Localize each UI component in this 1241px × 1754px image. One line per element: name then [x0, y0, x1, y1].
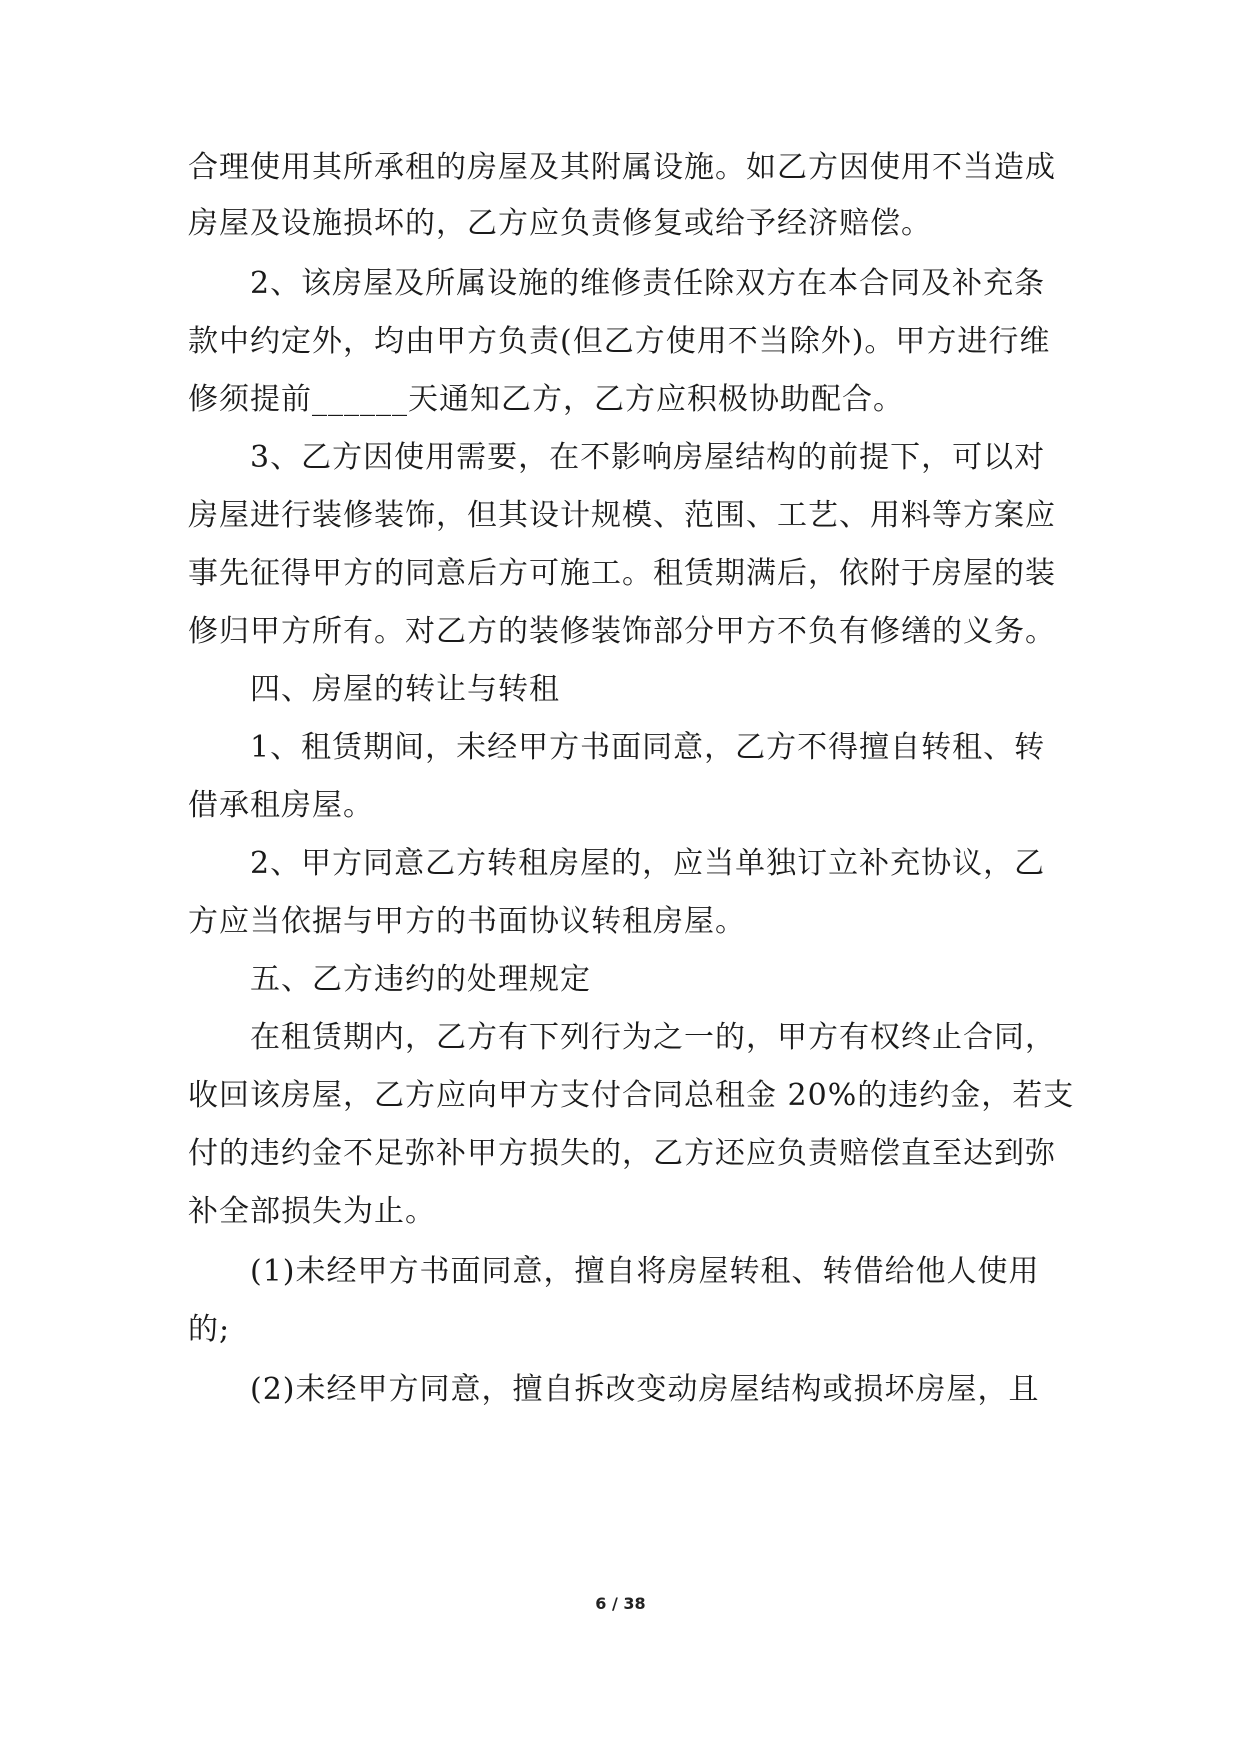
- text-line: 合理使用其所承租的房屋及其附属设施。如乙方因使用不当造成: [188, 150, 1056, 185]
- text-line: 方应当依据与甲方的书面协议转租房屋。: [188, 904, 746, 939]
- text-line: 修须提前______天通知乙方，乙方应积极协助配合。: [188, 382, 904, 417]
- text-line: (2)未经甲方同意，擅自拆改变动房屋结构或损坏房屋，且: [250, 1372, 1040, 1407]
- text-line: 在租赁期内，乙方有下列行为之一的，甲方有权终止合同，: [250, 1020, 1056, 1055]
- text-line: 2、甲方同意乙方转租房屋的，应当单独订立补充协议，乙: [250, 846, 1046, 881]
- text-line: 1、租赁期间，未经甲方书面同意，乙方不得擅自转租、转: [250, 730, 1046, 765]
- section-heading: 四、房屋的转让与转租: [250, 672, 560, 707]
- text-line: 的;: [188, 1312, 231, 1347]
- text-line: 修归甲方所有。对乙方的装修装饰部分甲方不负有修缮的义务。: [188, 614, 1056, 649]
- page-number: 6 / 38: [595, 1594, 646, 1613]
- text-line: 3、乙方因使用需要，在不影响房屋结构的前提下，可以对: [250, 440, 1046, 475]
- text-line: 款中约定外，均由甲方负责(但乙方使用不当除外)。甲方进行维: [188, 324, 1051, 359]
- text-line: 补全部损失为止。: [188, 1194, 436, 1229]
- text-line: 房屋及设施损坏的，乙方应负责修复或给予经济赔偿。: [188, 206, 932, 241]
- text-line: 事先征得甲方的同意后方可施工。租赁期满后，依附于房屋的装: [188, 556, 1056, 591]
- section-heading: 五、乙方违约的处理规定: [250, 962, 591, 997]
- text-line: 付的违约金不足弥补甲方损失的，乙方还应负责赔偿直至达到弥: [188, 1136, 1056, 1171]
- text-line: 借承租房屋。: [188, 788, 374, 823]
- text-line: 收回该房屋，乙方应向甲方支付合同总租金 20%的违约金，若支: [188, 1078, 1075, 1113]
- text-line: 2、该房屋及所属设施的维修责任除双方在本合同及补充条: [250, 266, 1046, 301]
- text-line: 房屋进行装修装饰，但其设计规模、范围、工艺、用料等方案应: [188, 498, 1056, 533]
- text-line: (1)未经甲方书面同意，擅自将房屋转租、转借给他人使用: [250, 1254, 1040, 1289]
